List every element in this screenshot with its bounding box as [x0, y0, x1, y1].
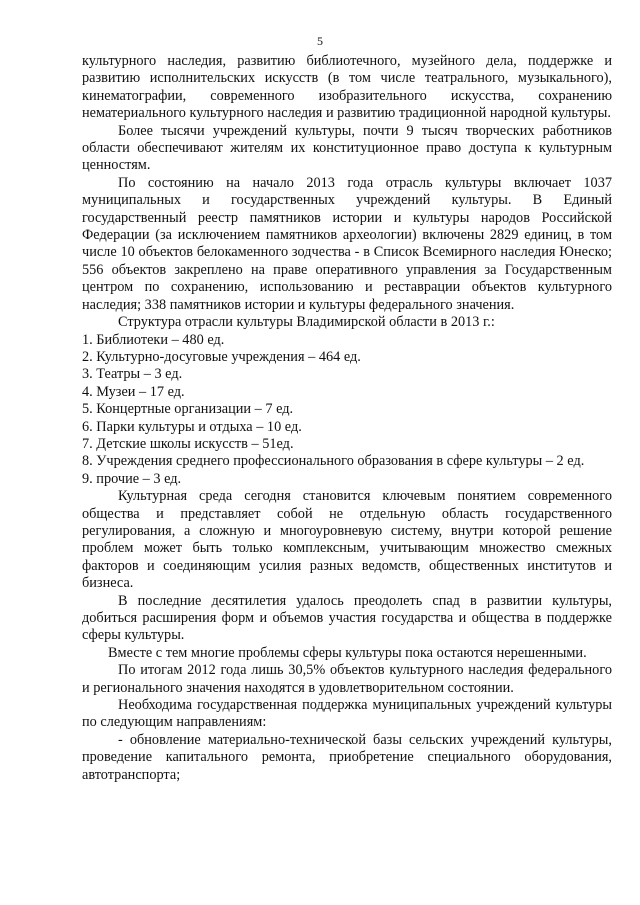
list-item: 5. Концертные организации – 7 ед.	[82, 401, 294, 418]
paragraph-structure-heading: Структура отрасли культуры Владимирской области в 2013 г.:	[118, 314, 495, 331]
paragraph-heritage-condition: По итогам 2012 года лишь 30,5% объектов культурного наследия федерального и регионального значения находятся в удовлетворительном состоянии.	[82, 662, 612, 696]
paragraph-cultural-environment: Культурная среда сегодня становится ключевым понятием современного общества и представляет собой не отдельную область государственного регулирования, а сложную и многоуровневую систему, внутри которой решение проблем может быть только комплексным, учитывающим множество смежных факторов и соединяющим усилия разных ведомств, общественных институтов и бизнеса.	[82, 488, 612, 592]
paragraph-continuation: культурного наследия, развитию библиотечного, музейного дела, поддержке и развитию исполнительских искусств (в том числе театрального, музыкального), кинематографии, современного изобразительного искусства, сохранению нематериального культурного наследия и развитию традиционной народной культуры.	[82, 53, 612, 122]
list-item: 3. Театры – 3 ед.	[82, 366, 183, 383]
paragraph-recent-decades: В последние десятилетия удалось преодолеть спад в развитии культуры, добиться расширения форм и объемов участия государства и общества в поддержке сферы культуры.	[82, 592, 612, 644]
list-item: 6. Парки культуры и отдыха – 10 ед.	[82, 418, 302, 435]
paragraph-support-direction-1: - обновление материально-технической базы сельских учреждений культуры, проведение капитального ремонта, приобретение специального оборудования, автотранспорта;	[82, 731, 612, 783]
paragraph-state-support: Необходима государственная поддержка муниципальных учреждений культуры по следующим направлениям:	[82, 697, 612, 731]
list-item: 1. Библиотеки – 480 ед.	[82, 331, 225, 348]
paragraph-statistics: По состоянию на начало 2013 года отрасль культуры включает 1037 муниципальных и государственных учреждений культуры. В Единый государственный реестр памятников истории и культуры народов Российской Федерации (за исключением памятников археологии) включены 2829 единиц, в том числе 10 объектов белокаменного зодчества - в Список Всемирного наследия Юнеско; 556 объектов закреплено на праве оперативного управления за Государственным центром по сохранению, использованию и реставрации объектов культурного наследия; 338 памятников истории и культуры федерального значения.	[82, 174, 612, 313]
list-item: 9. прочие – 3 ед.	[82, 470, 182, 487]
paragraph-institutions: Более тысячи учреждений культуры, почти 9 тысяч творческих работников области обеспечивают жителям их конституционное право доступа к культурным ценностям.	[82, 122, 612, 174]
list-item: 7. Детские школы искусств – 51ед.	[82, 435, 294, 452]
structure-list	[82, 332, 612, 489]
paragraph-unsolved-problems: Вместе с тем многие проблемы сферы культуры пока остаются нерешенными.	[108, 644, 587, 661]
list-item: 8. Учреждения среднего профессионального образования в сфере культуры – 2 ед.	[82, 453, 585, 470]
document-body	[82, 53, 612, 784]
list-item: 2. Культурно-досуговые учреждения – 464 ед.	[82, 348, 361, 365]
page-number: 5	[317, 34, 323, 48]
list-item: 4. Музеи – 17 ед.	[82, 383, 185, 400]
